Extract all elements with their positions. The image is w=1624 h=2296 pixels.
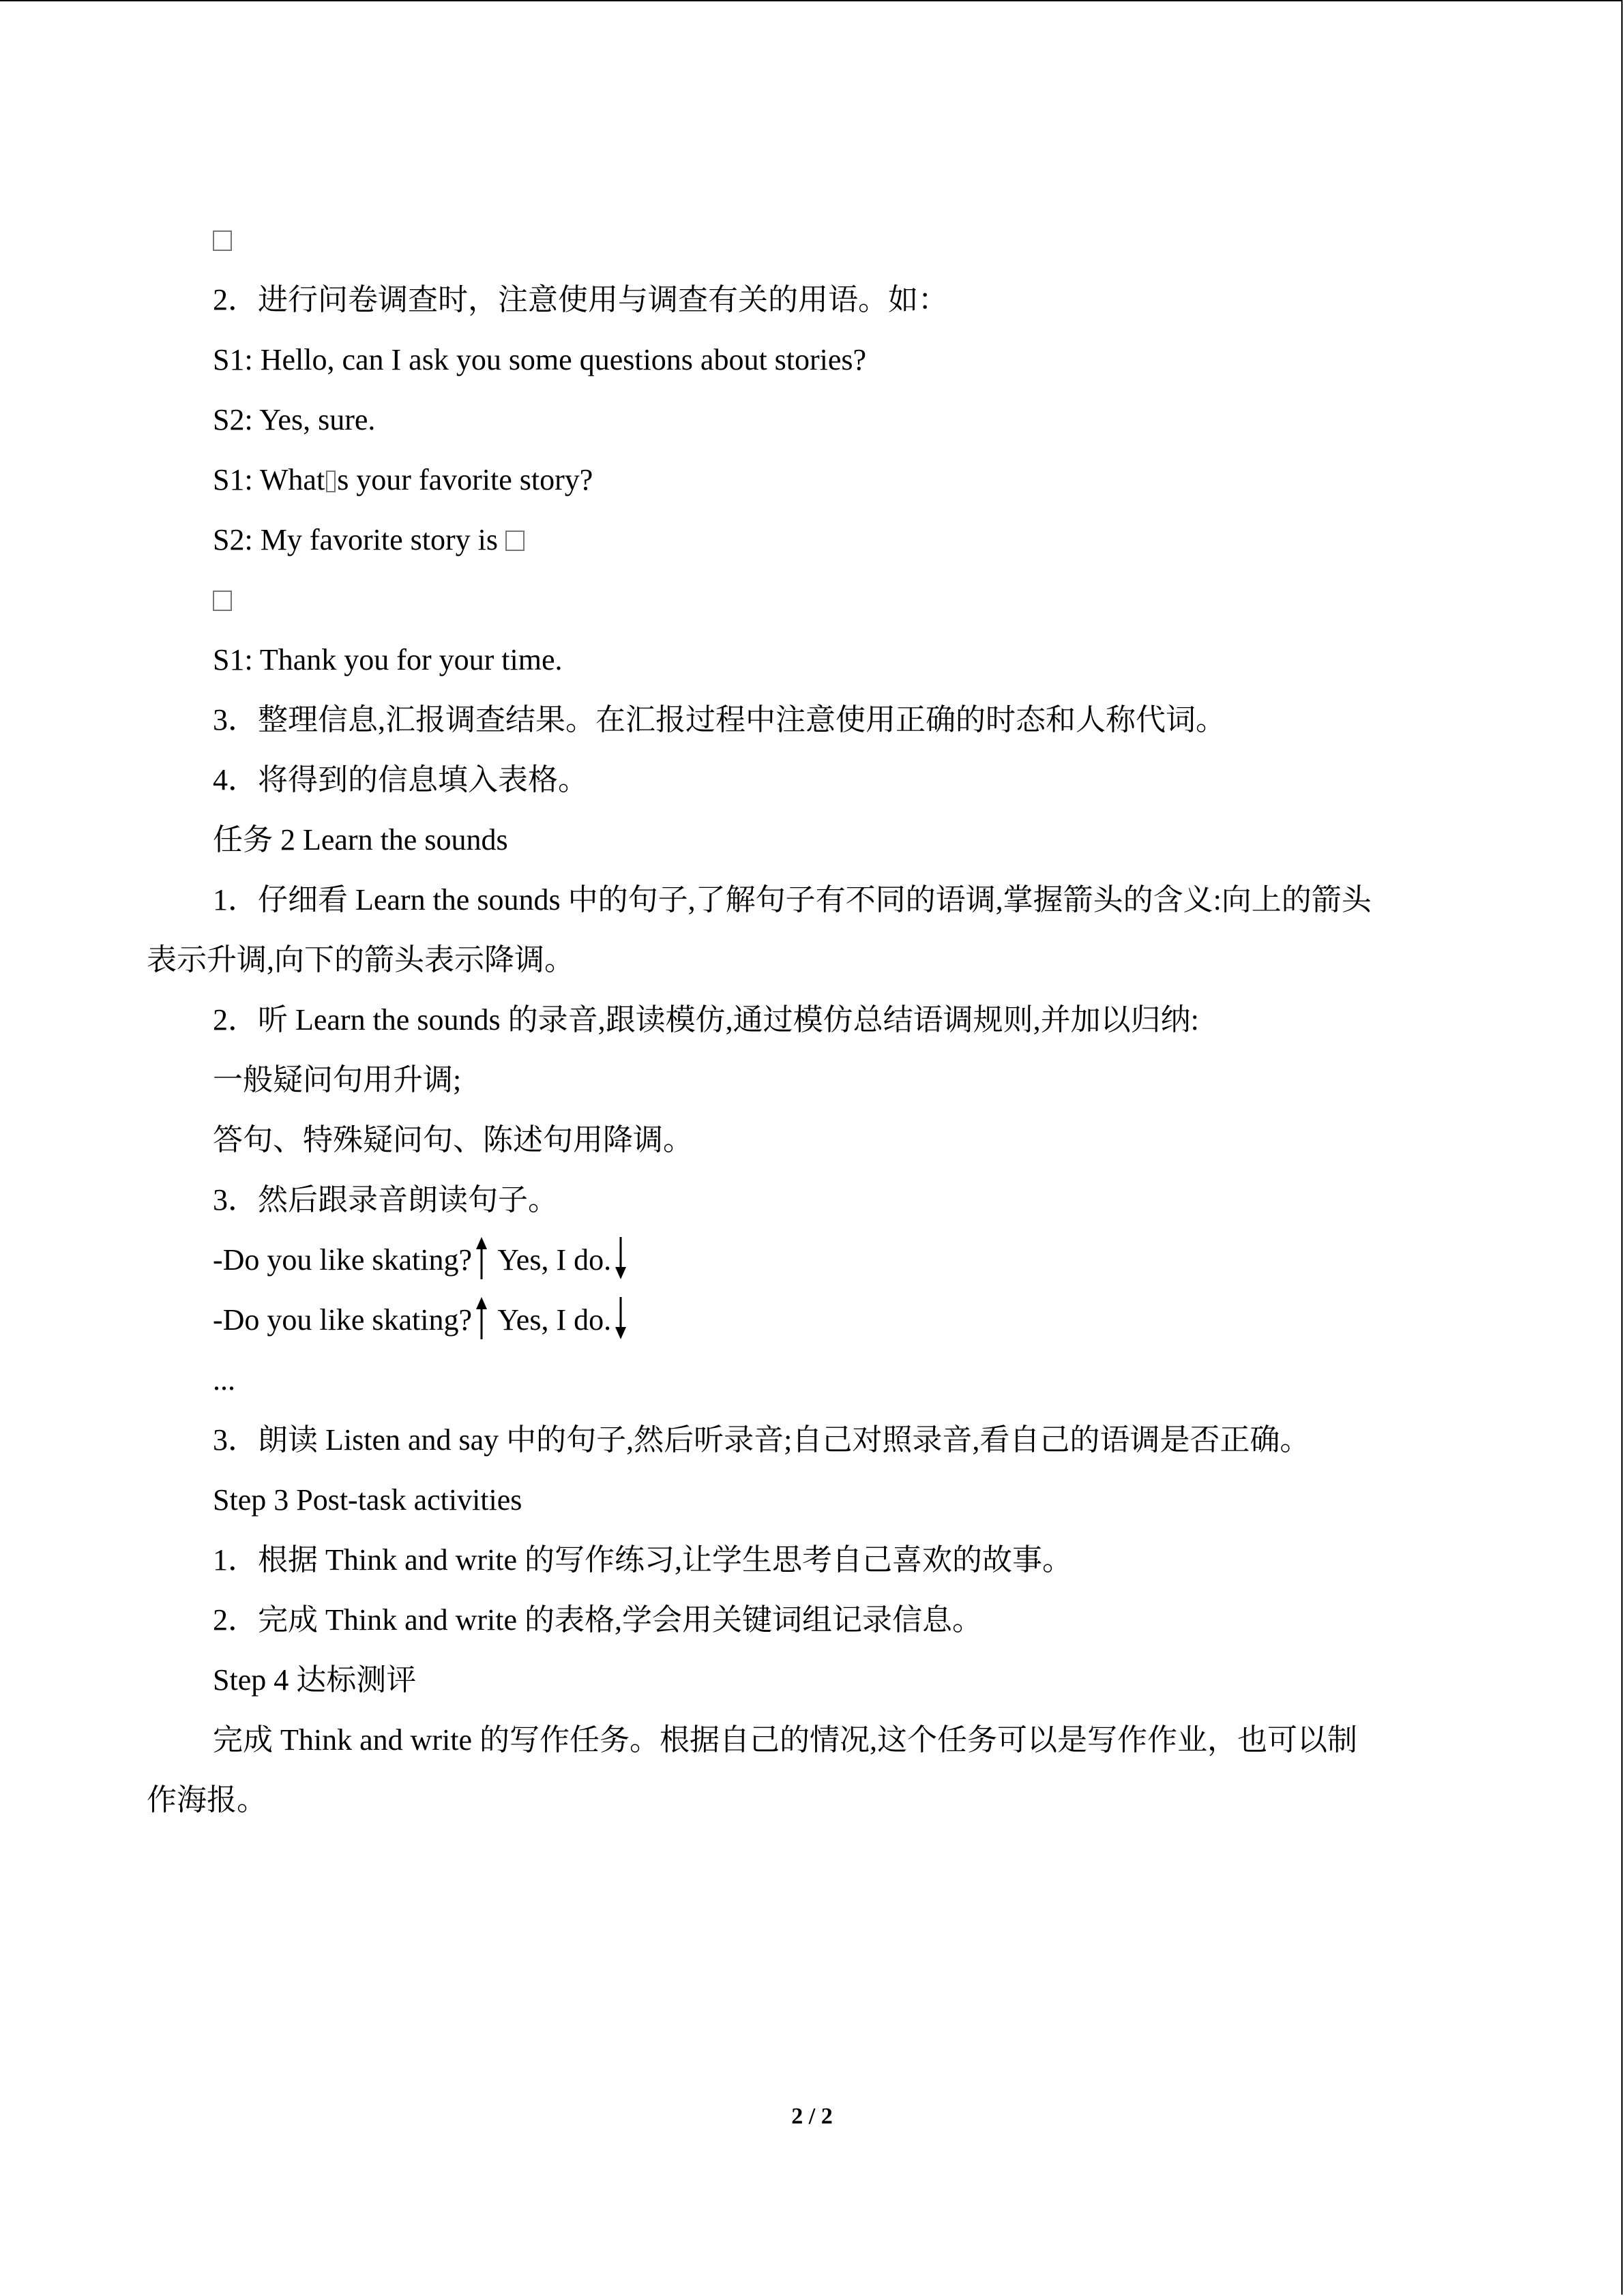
- example-sentence: [147, 1230, 1483, 1290]
- paragraph-continuation: 作海报。: [147, 1783, 267, 1817]
- paragraph: [147, 510, 1483, 570]
- paragraph: 答句、特殊疑问句、陈述句用降调。: [213, 1123, 693, 1157]
- paragraph: [147, 450, 1483, 510]
- paragraph: 4．将得到的信息填入表格。: [213, 763, 588, 796]
- falling-intonation-arrow-icon: [614, 1237, 628, 1279]
- paragraph: 1．根据 Think and write 的写作练习,让学生思考自己喜欢的故事。: [213, 1543, 1073, 1577]
- paragraph: 3．整理信息,汇报调查结果。在汇报过程中注意使用正确的时态和人称代词。: [213, 703, 1226, 736]
- text-segment: S1: What: [213, 463, 325, 496]
- missing-glyph-box: [213, 230, 232, 251]
- section-heading: Step 4 达标测评: [213, 1663, 417, 1697]
- missing-glyph-box: [505, 531, 525, 551]
- paragraph: 3．然后跟录音朗读句子。: [213, 1183, 558, 1217]
- missing-glyph-box: [213, 591, 232, 611]
- paragraph: 1．仔细看 Learn the sounds 中的句子,了解句子有不同的语调,掌握箭头的含义:向上的箭头: [213, 883, 1372, 916]
- paragraph: 2．进行问卷调查时，注意使用与调查有关的用语。如：: [213, 283, 948, 316]
- missing-glyph-box: [326, 471, 336, 492]
- paragraph: [147, 210, 1483, 270]
- rising-intonation-arrow-icon: [475, 1297, 488, 1339]
- question-text: -Do you like skating?: [213, 1303, 473, 1337]
- rising-intonation-arrow-icon: [475, 1237, 488, 1279]
- text-segment: s your favorite story?: [337, 463, 593, 496]
- answer-text: Yes, I do.: [491, 1243, 612, 1277]
- page-number: 2 / 2: [791, 2104, 833, 2129]
- document-body: [147, 210, 1483, 1830]
- paragraph: S1: Thank you for your time.: [213, 643, 563, 676]
- section-heading: Step 3 Post-task activities: [213, 1483, 522, 1517]
- ellipsis: ...: [213, 1363, 235, 1397]
- example-sentence: [147, 1290, 1483, 1350]
- paragraph: 2．完成 Think and write 的表格,学会用关键词组记录信息。: [213, 1603, 983, 1637]
- section-heading: 任务 2 Learn the sounds: [213, 823, 508, 856]
- paragraph: 2．听 Learn the sounds 的录音,跟读模仿,通过模仿总结语调规则,并加以归纳:: [213, 1003, 1199, 1037]
- paragraph: S2: Yes, sure.: [213, 403, 376, 436]
- paragraph-continuation: 表示升调,向下的箭头表示降调。: [147, 943, 574, 976]
- answer-text: Yes, I do.: [491, 1303, 612, 1337]
- text-segment: S2: My favorite story is: [213, 523, 505, 556]
- question-text: -Do you like skating?: [213, 1243, 473, 1277]
- paragraph: [147, 570, 1483, 630]
- paragraph: 一般疑问句用升调;: [213, 1063, 462, 1097]
- paragraph: S1: Hello, can I ask you some questions about stories?: [213, 343, 867, 376]
- falling-intonation-arrow-icon: [614, 1297, 628, 1339]
- paragraph: 完成 Think and write 的写作任务。根据自己的情况,这个任务可以是写作作业，也可以制: [213, 1723, 1358, 1757]
- paragraph: 3．朗读 Listen and say 中的句子,然后听录音;自己对照录音,看自己的语调是否正确。: [213, 1423, 1310, 1457]
